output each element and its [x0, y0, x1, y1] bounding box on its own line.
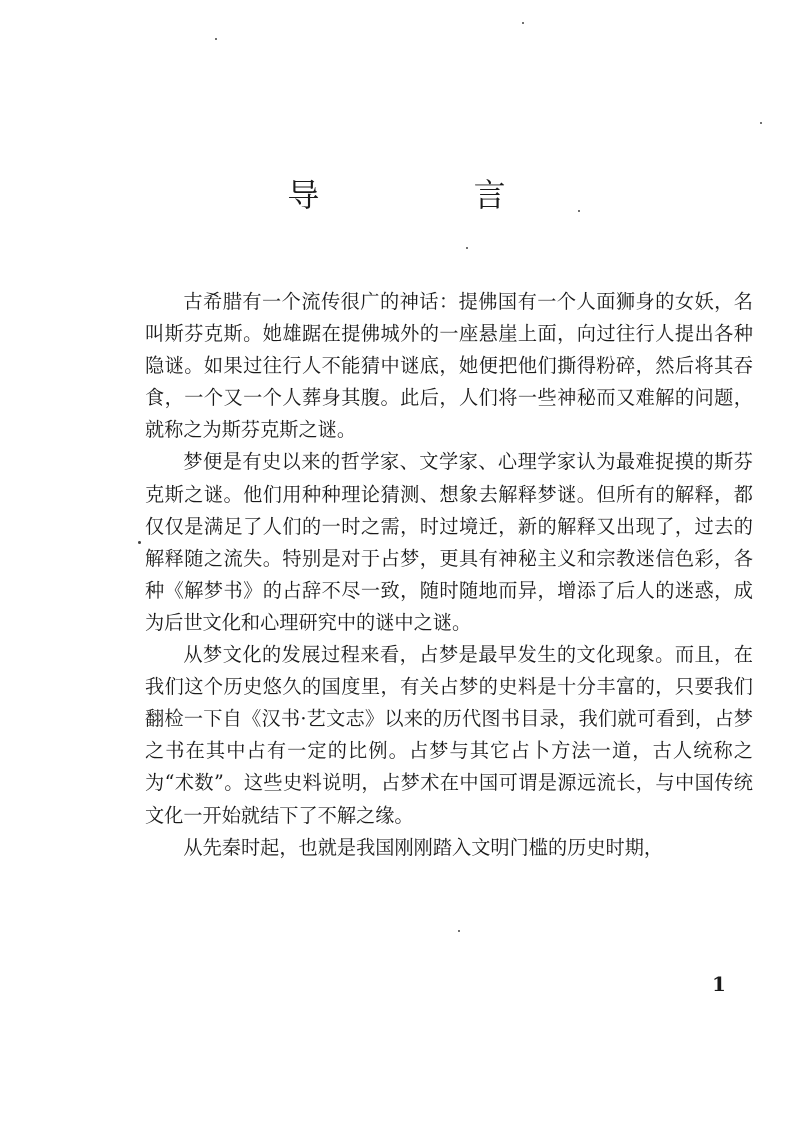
paragraph: 从梦文化的发展过程来看，占梦是最早发生的文化现象。而且，在我们这个历史悠久的国度里，有关占梦的史料是十分丰富的，只要我们翻检一下自《汉书·艺文志》以来的历代图书目录，我们就可看到，占梦之书在其中占有一定的比例。占梦与其它占卜方法一道，古人统称之为“术数”。这些史料说明，占梦术在中国可谓是源远流长，与中国传统文化一开始就结下了不解之缘。 [145, 643, 753, 827]
scan-speck [466, 247, 468, 249]
paragraph: 古希腊有一个流传很广的神话：提佛国有一个人面狮身的女妖，名叫斯芬克斯。她雄踞在提佛城外的一座悬崖上面，向过往行人提出各种隐谜。如果过往行人不能猜中谜底，她便把他们撕得粉碎，然后将其吞食，一个又一个人葬身其腹。此后，人们将一些神秘而又难解的问题，就称之为斯芬克斯之谜。 [145, 290, 753, 442]
paragraph: 梦便是有史以来的哲学家、文学家、心理学家认为最难捉摸的斯芬克斯之谜。他们用种种理论猜测、想象去解释梦谜。但所有的解释，都仅仅是满足了人们的一时之需，时过境迁，新的解释又出现了，过去的解释随之流失。特别是对于占梦，更具有神秘主义和宗教迷信色彩，各种《解梦书》的占辞不尽一致，随时随地而异，增添了后人的迷惑，成为后世文化和心理研究中的谜中之谜。 [145, 450, 753, 634]
scan-speck [458, 930, 460, 932]
scan-speck [760, 122, 762, 124]
page-number: 1 [712, 972, 726, 996]
scan-speck [138, 541, 141, 544]
scan-speck [522, 22, 524, 24]
page-title: 导 言 [287, 176, 578, 214]
scan-speck [215, 38, 217, 40]
paragraph: 从先秦时起，也就是我国刚刚踏入文明门槛的历史时期， [183, 835, 664, 859]
body-text [145, 286, 753, 864]
